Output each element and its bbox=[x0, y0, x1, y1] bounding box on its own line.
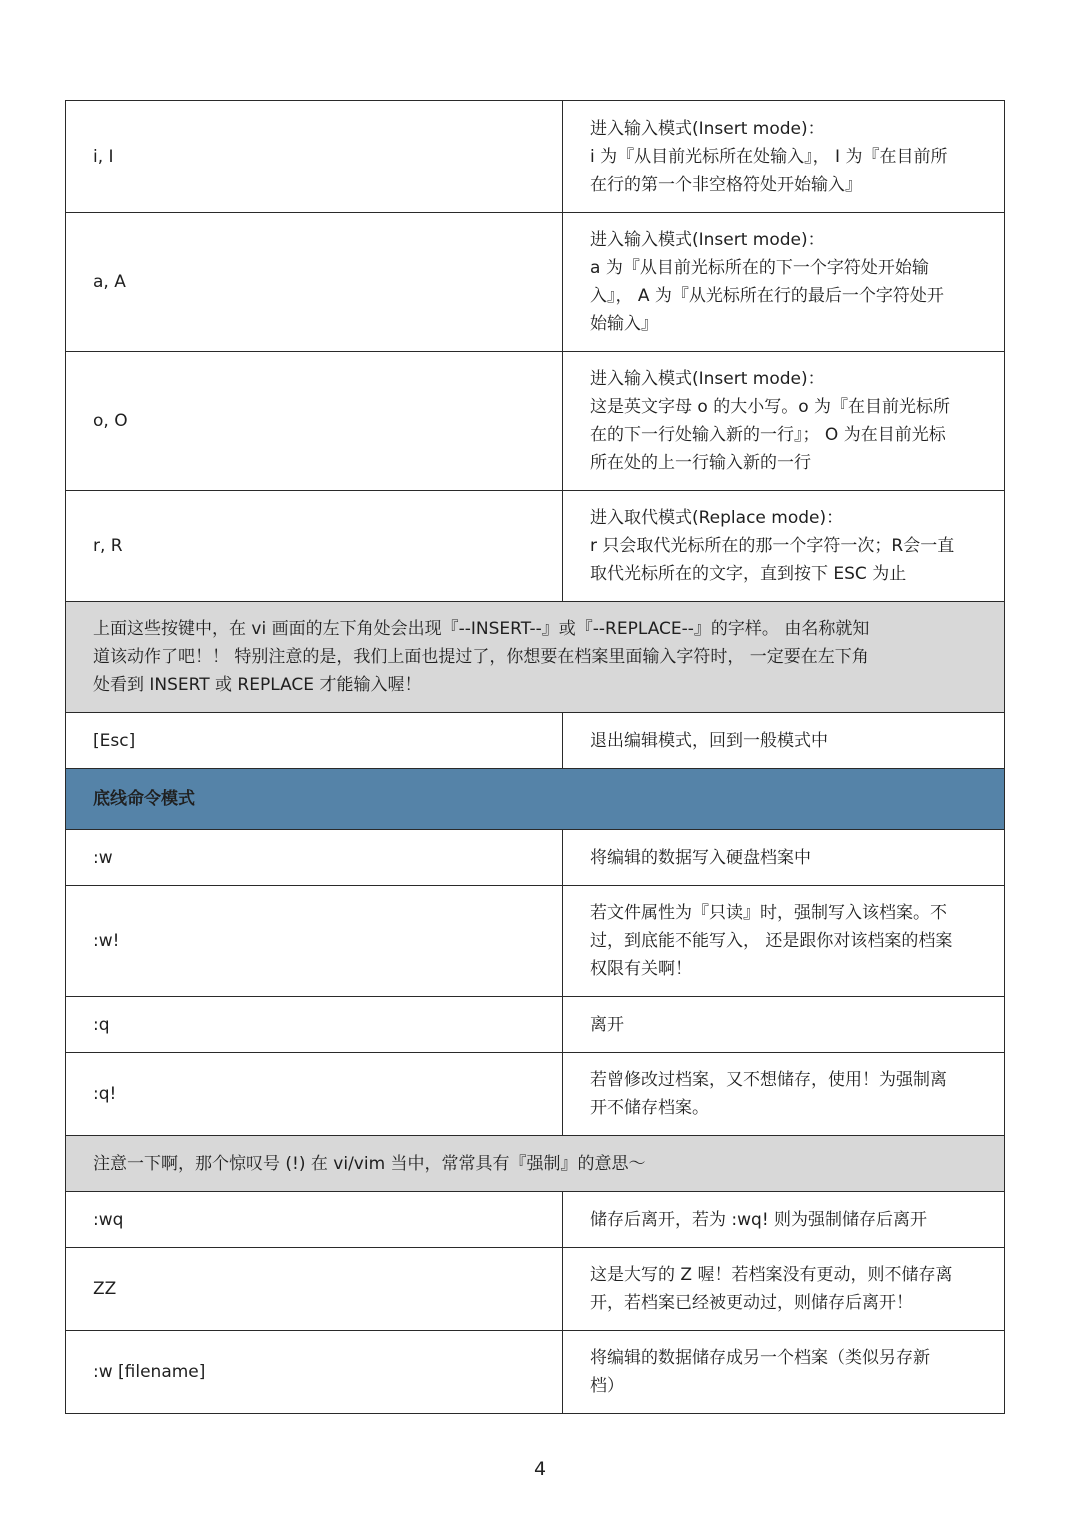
table-row bbox=[66, 830, 1005, 886]
row-desc-a bbox=[563, 213, 1005, 352]
row-desc-o bbox=[563, 352, 1005, 491]
desc-line: 将编辑的数据储存成另一个档案（类似另存新 bbox=[590, 1348, 930, 1368]
row-desc-zz bbox=[563, 1248, 1005, 1331]
desc-line: 将编辑的数据写入硬盘档案中 bbox=[590, 847, 811, 868]
row-key-esc: [Esc] bbox=[66, 713, 563, 769]
desc-line: 进入输入模式(Insert mode)： bbox=[590, 118, 825, 139]
row-desc-qbang bbox=[563, 1053, 1005, 1136]
row-key-qbang: :q! bbox=[66, 1053, 563, 1136]
desc-line: 取代光标所在的文字，直到按下 ESC 为止 bbox=[590, 564, 907, 584]
desc-line: 入』， A 为『从光标所在行的最后一个字符处开 bbox=[590, 286, 944, 306]
row-desc-wfile bbox=[563, 1331, 1005, 1414]
row-desc-w bbox=[563, 830, 1005, 886]
desc-line: 这是英文字母 o 的大小写。o 为『在目前光标所 bbox=[590, 397, 951, 417]
row-desc-i bbox=[563, 101, 1005, 213]
row-key-wq: :wq bbox=[66, 1192, 563, 1248]
row-desc-q bbox=[563, 997, 1005, 1053]
note-line: 注意一下啊，那个惊叹号 (!) 在 vi/vim 当中，常常具有『强制』的意思～ bbox=[93, 1153, 646, 1174]
row-key-a: a, A bbox=[66, 213, 563, 352]
desc-line: 进入输入模式(Insert mode)： bbox=[590, 230, 825, 250]
row-key-zz: ZZ bbox=[66, 1248, 563, 1331]
row-key-wfile: :w [filename] bbox=[66, 1331, 563, 1414]
desc-line: 进入输入模式(Insert mode)： bbox=[590, 369, 825, 389]
desc-line: 若曾修改过档案，又不想储存，使用！为强制离 bbox=[590, 1070, 947, 1090]
table-row bbox=[66, 491, 1005, 602]
row-desc-wq bbox=[563, 1192, 1005, 1248]
desc-line: 在的下一行处输入新的一行』； O 为在目前光标 bbox=[590, 425, 946, 445]
note-line: 处看到 INSERT 或 REPLACE 才能输入喔！ bbox=[93, 675, 422, 695]
desc-line: 进入取代模式(Replace mode)： bbox=[590, 508, 844, 528]
desc-line: 这是大写的 Z 喔！若档案没有更动，则不储存离 bbox=[590, 1265, 953, 1285]
desc-line: 开不储存档案。 bbox=[590, 1098, 709, 1118]
table-row bbox=[66, 1248, 1005, 1331]
row-key-q: :q bbox=[66, 997, 563, 1053]
desc-line: r 只会取代光标所在的那一个字符一次；R会一直 bbox=[590, 536, 955, 556]
table-row bbox=[66, 101, 1005, 213]
desc-line: 若文件属性为『只读』时，强制写入该档案。不 bbox=[590, 903, 947, 923]
vi-command-table bbox=[65, 100, 1005, 1414]
desc-line: 权限有关啊！ bbox=[590, 959, 692, 979]
table-row bbox=[66, 1053, 1005, 1136]
desc-line: 开，若档案已经被更动过，则储存后离开！ bbox=[590, 1293, 913, 1313]
table-row bbox=[66, 886, 1005, 997]
page-number: 4 bbox=[533, 1458, 547, 1480]
row-key-r: r, R bbox=[66, 491, 563, 602]
desc-line: 始输入』 bbox=[590, 314, 658, 334]
desc-line: 退出编辑模式，回到一般模式中 bbox=[590, 730, 828, 751]
table-row bbox=[66, 1192, 1005, 1248]
note-row bbox=[66, 602, 1005, 713]
desc-line: a 为『从目前光标所在的下一个字符处开始输 bbox=[590, 258, 929, 278]
row-key-o: o, O bbox=[66, 352, 563, 491]
note-row bbox=[66, 1136, 1005, 1192]
desc-line: i 为『从目前光标所在处输入』， I 为『在目前所 bbox=[590, 146, 948, 167]
desc-line: 过，到底能不能写入， 还是跟你对该档案的档案 bbox=[590, 931, 953, 951]
table-row bbox=[66, 1331, 1005, 1414]
section-row bbox=[66, 769, 1005, 830]
table-row bbox=[66, 713, 1005, 769]
bang-note bbox=[66, 1136, 1005, 1192]
row-desc-esc bbox=[563, 713, 1005, 769]
table-row bbox=[66, 352, 1005, 491]
table-row bbox=[66, 213, 1005, 352]
row-desc-r bbox=[563, 491, 1005, 602]
desc-line: 所在处的上一行输入新的一行 bbox=[590, 453, 811, 473]
desc-line: 离开 bbox=[590, 1014, 624, 1035]
row-key-i: i, I bbox=[66, 101, 563, 213]
table-row bbox=[66, 997, 1005, 1053]
note-line: 道该动作了吧！！ 特别注意的是，我们上面也提过了，你想要在档案里面输入字符时， 一定要在左下角 bbox=[93, 647, 869, 667]
section-title: 底线命令模式 bbox=[66, 769, 1005, 830]
desc-line: 储存后离开，若为 :wq! 则为强制储存后离开 bbox=[590, 1209, 928, 1230]
desc-line: 在行的第一个非空格符处开始输入』 bbox=[590, 174, 862, 195]
row-desc-wbang bbox=[563, 886, 1005, 997]
row-key-w: :w bbox=[66, 830, 563, 886]
insert-replace-note bbox=[66, 602, 1005, 713]
row-key-wbang: :w! bbox=[66, 886, 563, 997]
note-line: 上面这些按键中，在 vi 画面的左下角处会出现『--INSERT--』或『--REPLACE--』的字样。 由名称就知 bbox=[93, 619, 870, 639]
desc-line: 档） bbox=[590, 1376, 624, 1396]
